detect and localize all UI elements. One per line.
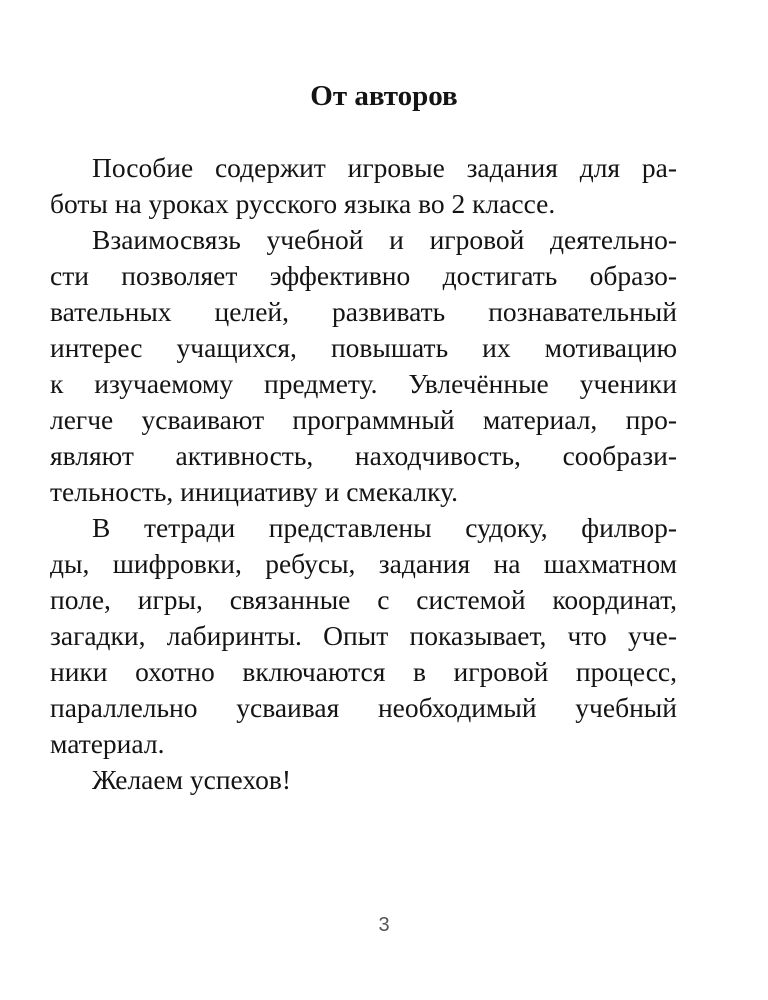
text-line: к изучаемому предмету. Увлечённые ученики — [50, 368, 677, 399]
text-line: поле, игры, связанные с системой координат, — [50, 584, 677, 615]
page-title: От авторов — [310, 80, 458, 112]
text-line: ды, шифровки, ребусы, задания на шахматном — [50, 548, 677, 579]
text-line: сти позволяет эффективно достигать образо- — [50, 260, 677, 291]
text-line: Взаимосвязь учебной и игровой деятельно- — [92, 224, 677, 255]
text-line: ники охотно включаются в игровой процесс, — [50, 656, 677, 687]
text-line: материал. — [50, 728, 165, 759]
text-line: загадки, лабиринты. Опыт показывает, что уче- — [50, 620, 677, 651]
text-line: легче усваивают программный материал, про- — [50, 404, 677, 435]
text-line: боты на уроках русского языка во 2 классе. — [50, 188, 556, 219]
text-line: В тетради представлены судоку, филвор- — [92, 512, 677, 543]
text-line: являют активность, находчивость, сообрази- — [50, 440, 677, 471]
text-line: Желаем успехов! — [92, 764, 291, 795]
text-line: параллельно усваивая необходимый учебный — [50, 692, 677, 723]
text-line: Пособие содержит игровые задания для ра- — [92, 152, 677, 183]
page-number: 3 — [378, 914, 390, 936]
text-line: тельность, инициативу и смекалку. — [50, 476, 459, 507]
text-line: вательных целей, развивать познавательный — [50, 296, 677, 327]
text-line: интерес учащихся, повышать их мотивацию — [50, 332, 677, 363]
